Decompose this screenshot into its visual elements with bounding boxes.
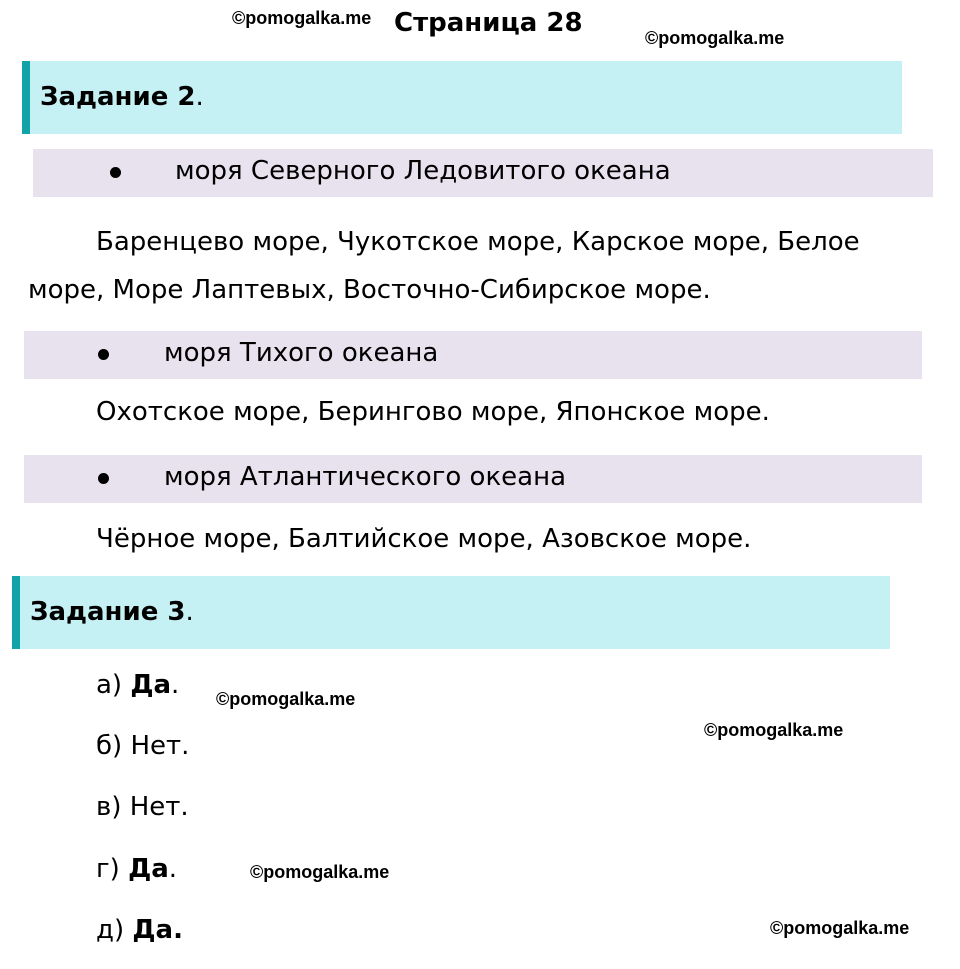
bullet-heading-pacific [24, 331, 922, 379]
bullet-icon [110, 167, 121, 178]
watermark: ©pomogalka.me [645, 28, 785, 48]
watermark: ©pomogalka.me [232, 8, 372, 28]
paragraph-line: Охотское море, Берингово море, Японское море. [96, 397, 770, 427]
paragraph-line: Баренцево море, Чукотское море, Карское море, Белое [96, 227, 860, 257]
watermark: ©pomogalka.me [704, 720, 844, 740]
paragraph-line: Чёрное море, Балтийское море, Азовское море. [96, 524, 752, 554]
bullet-heading-atlantic [24, 455, 922, 503]
task-3-header [12, 576, 890, 649]
watermark: ©pomogalka.me [216, 689, 356, 709]
heading-text: моря Северного Ледовитого океана [175, 156, 671, 186]
paragraph-line: море, Море Лаптевых, Восточно-Сибирское море. [28, 275, 711, 305]
answer-b: б) Нет. [96, 731, 190, 761]
task-2-header [22, 61, 902, 134]
task-3-punct: . [185, 597, 194, 627]
watermark: ©pomogalka.me [250, 862, 390, 882]
heading-text: моря Атлантического океана [164, 462, 567, 492]
task-2-label: Задание 2 [40, 82, 196, 112]
answer-g: г) Да. [96, 854, 178, 884]
watermark: ©pomogalka.me [770, 918, 910, 938]
heading-text: моря Тихого океана [164, 338, 439, 368]
answer-a: а) Да. [96, 670, 180, 700]
answer-d: д) Да. [96, 915, 183, 945]
answer-v: в) Нет. [96, 792, 189, 822]
page-title: Страница 28 [394, 8, 583, 38]
task-3-label: Задание 3 [30, 597, 186, 627]
bullet-heading-arctic [33, 149, 933, 197]
task-2-punct: . [195, 82, 204, 112]
bullet-icon [98, 473, 109, 484]
bullet-icon [98, 349, 109, 360]
